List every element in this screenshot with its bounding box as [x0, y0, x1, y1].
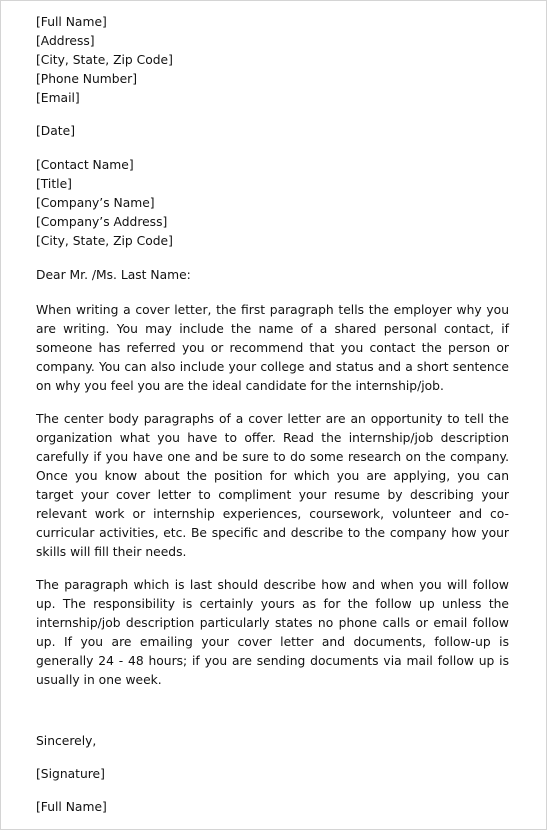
closing-full-name: [Full Name] — [36, 800, 107, 814]
paragraph-closing: The paragraph which is last should describe how and when you will follow up. The responsibility is certainly yours as for the follow up unless the internship/job description particularly states no phone calls or email follow up. If you are emailing your cover letter and documents, follow-up is generally 24 - 48 hours; if you are sending documents via mail follow up is usually in one week. — [36, 578, 509, 687]
sender-city-state-zip: [City, State, Zip Code] — [36, 53, 173, 67]
letter-date: [Date] — [36, 124, 75, 138]
closing-salutation: Sincerely, — [36, 734, 97, 748]
sender-address: [Address] — [36, 34, 95, 48]
paragraph-body: The center body paragraphs of a cover letter are an opportunity to tell the organization what you have to offer. Read the internship/job description carefully if you have one and be sure to do some research on the company. Once you know about the position for which you are applying, you can target your cover letter to compliment your resume by describing your relevant work or internship experiences, coursework, volunteer and co-curricular activities, etc. Be specific and describe to the company how your skills will fill their needs. — [36, 412, 509, 559]
recipient-contact-name: [Contact Name] — [36, 158, 134, 172]
recipient-block — [36, 156, 509, 251]
recipient-city-state-zip: [City, State, Zip Code] — [36, 234, 173, 248]
sender-block — [36, 13, 509, 108]
sender-full-name: [Full Name] — [36, 15, 107, 29]
recipient-title: [Title] — [36, 177, 72, 191]
signature-placeholder: [Signature] — [36, 767, 105, 781]
salutation: Dear Mr. /Ms. Last Name: — [36, 268, 191, 282]
recipient-company-name: [Company’s Name] — [36, 196, 155, 210]
paragraph-intro: When writing a cover letter, the first paragraph tells the employer why you are writing. You may include the name of a shared personal contact, if someone has referred you or recommend that you contact the person or company. You can also include your college and status and a short sentence on why you feel you are the ideal candidate for the internship/job. — [36, 303, 509, 393]
sender-email: [Email] — [36, 91, 80, 105]
sender-phone: [Phone Number] — [36, 72, 137, 86]
cover-letter-body — [36, 13, 509, 817]
date-block — [36, 122, 509, 141]
recipient-company-address: [Company’s Address] — [36, 215, 168, 229]
